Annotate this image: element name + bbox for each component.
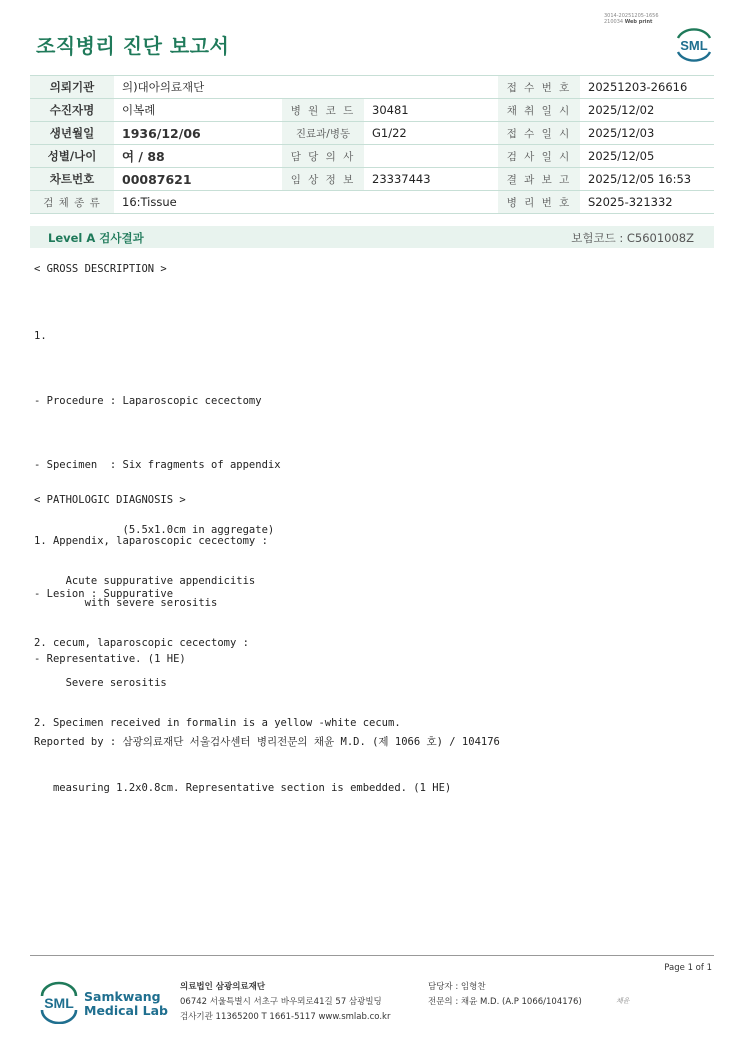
footer-responsible xyxy=(428,980,582,1010)
organization-contact: 검사기관 11365200 T 1661-5117 www.smlab.co.kr xyxy=(180,1012,391,1022)
gross-heading: < GROSS DESCRIPTION > xyxy=(34,263,167,275)
diagnosis-item-title: 2. cecum, laparoscopic cecectomy : xyxy=(34,637,249,649)
table-row xyxy=(30,122,714,145)
label-chart-number: 차트번호 xyxy=(30,168,114,191)
label-pathology-number: 병 리 번 호 xyxy=(498,191,580,214)
insurance-code: 보험코드 : C5601008Z xyxy=(571,231,694,245)
footer-divider xyxy=(30,955,714,956)
diagnosis-item-title: 1. Appendix, laparoscopic cecectomy : xyxy=(34,535,268,547)
pathology-number: S2025-321332 xyxy=(580,191,714,214)
brand-line: Samkwang xyxy=(84,989,161,1004)
label-hospital-code: 병 원 코 드 xyxy=(282,99,364,122)
level-result-bar xyxy=(30,226,714,248)
department-ward: G1/22 xyxy=(364,122,498,145)
hospital-code: 30481 xyxy=(364,99,498,122)
attending-physician xyxy=(364,145,498,168)
diagnosis-text: Acute suppurative appendicitis xyxy=(34,575,256,587)
doc-id-line: 210034 xyxy=(604,19,624,25)
gross-line: - Lesion : Suppurative xyxy=(34,588,174,600)
chart-number: 00087621 xyxy=(114,168,282,191)
gross-line: - Representative. (1 HE) xyxy=(34,652,186,665)
manager-name: 담당자 : 임형찬 xyxy=(428,982,486,992)
label-result-report: 결 과 보 고 xyxy=(498,168,580,191)
report-title: 조직병리 진단 보고서 xyxy=(36,34,230,58)
label-sex-age: 성별/나이 xyxy=(30,145,114,168)
diagnosis-text: with severe serositis xyxy=(34,597,218,609)
footer-organization-info xyxy=(180,980,390,1025)
gross-line: - Specimen : Six fragments of appendix xyxy=(34,459,281,471)
patient-name: 이복례 xyxy=(114,99,282,122)
sml-logo-icon xyxy=(672,24,716,64)
label-referring-institution: 의뢰기관 xyxy=(30,76,114,99)
label-clinical-info: 임 상 정 보 xyxy=(282,168,364,191)
diagnosis-heading: < PATHOLOGIC DIAGNOSIS > xyxy=(34,494,186,506)
sex-age: 여 / 88 xyxy=(114,145,282,168)
label-birth-date: 생년월일 xyxy=(30,122,114,145)
web-print-label: Web print xyxy=(624,19,653,25)
level-label: Level A 검사결과 xyxy=(48,231,144,245)
sml-logo-icon xyxy=(38,980,80,1024)
result-report-date: 2025/12/05 16:53 xyxy=(580,168,714,191)
reported-by: Reported by : 삼광의료재단 서울검사센터 병리전문의 채윤 M.D. (제 1066 호) / 104176 xyxy=(34,736,500,748)
test-date: 2025/12/05 xyxy=(580,145,714,168)
birth-date: 1936/12/06 xyxy=(114,122,282,145)
referring-institution: 의)대아의료재단 xyxy=(114,76,498,99)
table-row xyxy=(30,145,714,168)
gross-line: 2. Specimen received in formalin is a yellow -white cecum. xyxy=(34,717,401,729)
logo-text: SML xyxy=(44,995,74,1011)
table-row xyxy=(30,76,714,99)
table-row xyxy=(30,168,714,191)
label-patient-name: 수진자명 xyxy=(30,99,114,122)
gross-line: measuring 1.2x0.8cm. Representative section is embedded. (1 HE) xyxy=(34,781,452,794)
diagnosis-text: Severe serositis xyxy=(34,677,167,689)
organization-address: 06742 서울특별시 서초구 바우뫼로41길 57 삼광빌딩 xyxy=(180,997,382,1007)
label-attending-physician: 담 당 의 사 xyxy=(282,145,364,168)
gross-line: - Procedure : Laparoscopic cecectomy xyxy=(34,394,262,407)
label-received-date: 접 수 일 시 xyxy=(498,122,580,145)
table-row xyxy=(30,99,714,122)
accession-number: 20251203-26616 xyxy=(580,76,714,99)
label-department-ward: 진료과/병동 xyxy=(282,122,364,145)
label-specimen-type: 검 체 종 류 xyxy=(30,191,114,214)
organization-name: 의료법인 삼광의료재단 xyxy=(180,982,266,992)
page-number: Page 1 of 1 xyxy=(664,963,712,973)
doc-id-line: 3014-20251205-1656 xyxy=(604,13,659,19)
label-accession-number: 접 수 번 호 xyxy=(498,76,580,99)
brand-name xyxy=(84,990,168,1018)
gross-line: 1. xyxy=(34,330,47,342)
document-id xyxy=(604,13,659,25)
label-collection-date: 채 취 일 시 xyxy=(498,99,580,122)
logo-text: SML xyxy=(680,38,708,53)
brand-line: Medical Lab xyxy=(84,1003,168,1018)
patient-info-table xyxy=(30,75,714,214)
gross-line: (5.5x1.0cm in aggregate) xyxy=(34,523,275,536)
table-row xyxy=(30,191,714,214)
label-test-date: 검 사 일 시 xyxy=(498,145,580,168)
collection-date: 2025/12/02 xyxy=(580,99,714,122)
specialist-name: 전문의 : 채윤 M.D. (A.P 1066/104176) xyxy=(428,997,582,1007)
clinical-info: 23337443 xyxy=(364,168,498,191)
received-date: 2025/12/03 xyxy=(580,122,714,145)
specimen-type: 16:Tissue xyxy=(114,191,498,214)
signature: 채윤 xyxy=(616,997,630,1005)
